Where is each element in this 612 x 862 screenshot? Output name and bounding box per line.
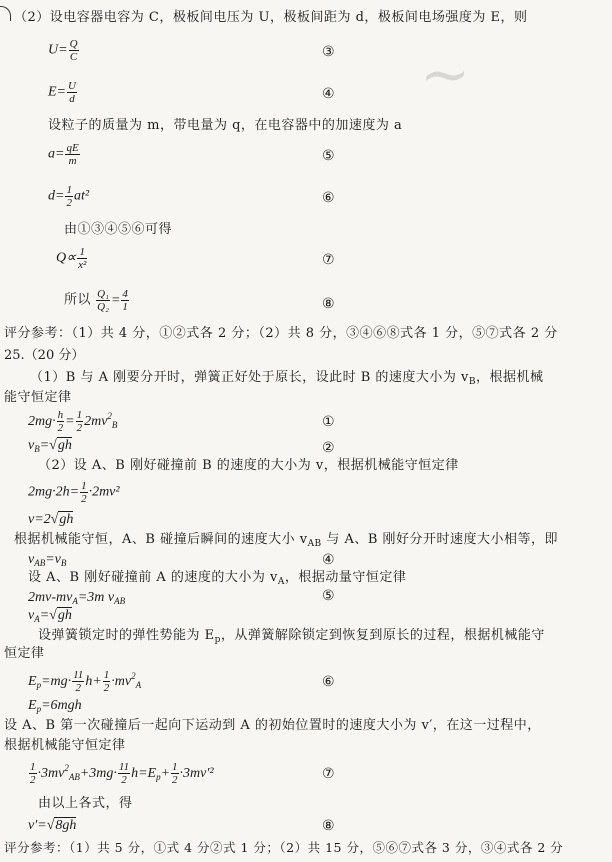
equation-number: ⑦ <box>322 766 335 782</box>
equation-number: ④ <box>322 552 335 568</box>
text-line: 设弹簧锁定时的弹性势能为 $E_p$，从弹簧解除锁定到恢复到原长的过程，根据机械能守 <box>38 628 545 645</box>
score-reference-1: 评分参考：（1）共 4 分，①②式各 2 分；（2）共 8 分，③④⑥⑧式各 1 分，⑤⑦式各 2 分 <box>4 326 558 341</box>
equation-e2: $v_A=√gh$ <box>28 608 72 624</box>
equation-number: ⑥ <box>322 674 335 690</box>
bleed-through-mark: ~ <box>420 40 471 110</box>
score-reference-2: 评分参考：（1）共 5 分，①式 4 分②式 1 分；（2）共 15 分，⑤⑥⑦式各 3 分，③④式各 2 分 <box>4 840 564 855</box>
equation-b1: 2mg· $\frac{h}{2}$ = $\frac{1}{2}$ $2mv^2_B$ <box>28 409 118 435</box>
text-line: 设 A、B 第一次碰撞后一起向下运动到 A 的初始位置时的速度大小为 v′，在这一过程中， <box>4 718 541 733</box>
equation-number: ③ <box>322 44 335 60</box>
equation-number: ① <box>322 414 335 430</box>
equation-number: ⑤ <box>322 588 335 604</box>
equation-d: d= $\frac{1}{2}$ at² <box>48 184 90 209</box>
equation-e1: $2mv-mv_A=3m$ $v_{AB}$ <box>28 590 126 606</box>
header-line: （2）设电容器电容为 C，极板间电压为 U，极板间距为 d，极板间电场强度为 E，则 <box>14 10 528 25</box>
text-line: 根据机械能守恒，A、B 碰撞后瞬间的速度大小 $v_{AB}$ 与 A、B 刚好分开时速度大小相等，即 <box>14 532 559 549</box>
equation-d1: $v_{AB}=v_B$ <box>28 552 67 568</box>
text-line: （1）B 与 A 刚要分开时，弹簧正好处于原长，设此时 B 的速度大小为 $v_B$，根据机械 <box>30 370 544 387</box>
equation-q: Q∝ $\frac{1}{\text{x²}}$ <box>56 246 87 271</box>
text-line: 由①③④⑤⑥可得 <box>64 222 173 237</box>
equation-f2: $E_p=6mgh$ <box>28 698 82 714</box>
page-corner-mark <box>0 6 11 21</box>
text-line: 由以上各式，得 <box>38 796 133 811</box>
equation-a: a= $\frac{qE}{m}$ <box>48 142 79 167</box>
question-number: 25.（20 分） <box>4 348 85 363</box>
equation-b2: $v_B=√gh$ <box>28 438 72 454</box>
equation-u: U= $\frac{Q}{C}$ <box>48 38 78 63</box>
equation-ratio: 所以 $\frac{\text{Q₁}}{\text{Q₂}}$ = $\frac{4}{1}$ <box>64 288 128 313</box>
text-line: 恒定律 <box>4 646 45 661</box>
equation-h1: v′=√8gh <box>28 818 77 833</box>
text-line: 设 A、B 刚好碰撞前 A 的速度的大小为 $v_A$，根据动量守恒定律 <box>28 570 407 587</box>
equation-number: ⑦ <box>322 252 335 268</box>
text-line: 能守恒定律 <box>4 390 72 405</box>
equation-e: E= $\frac{U}{d}$ <box>48 80 76 105</box>
text-line: 根据机械能守恒定律 <box>4 738 126 753</box>
equation-number: ④ <box>322 86 335 102</box>
equation-number: ⑧ <box>322 818 335 834</box>
equation-number: ⑤ <box>322 148 335 164</box>
equation-g1: $\frac{1}{2}$ $\cdot 3mv^2_{AB}+3mg\cdot$ $\frac{11}{2}$ $h=E_p+$ $\frac{1}{2}$ ·3mv′² <box>30 761 214 787</box>
equation-c1: 2mg·2h= $\frac{1}{2}$ ·2mv² <box>28 480 120 505</box>
equation-number: ⑧ <box>322 296 335 312</box>
equation-f1: $E_p=mg\cdot$ $\frac{11}{2}$ h+ $\frac{1}{2}$ $\cdot mv^2_A$ <box>28 669 142 695</box>
equation-number: ② <box>322 440 335 456</box>
text-line: （2）设 A、B 刚好碰撞前 B 的速度的大小为 v，根据机械能守恒定律 <box>38 458 459 473</box>
equation-c2: v=2√gh <box>28 512 74 527</box>
equation-number: ⑥ <box>322 190 335 206</box>
text-line: 设粒子的质量为 m，带电量为 q，在电容器中的加速度为 a <box>48 118 403 133</box>
